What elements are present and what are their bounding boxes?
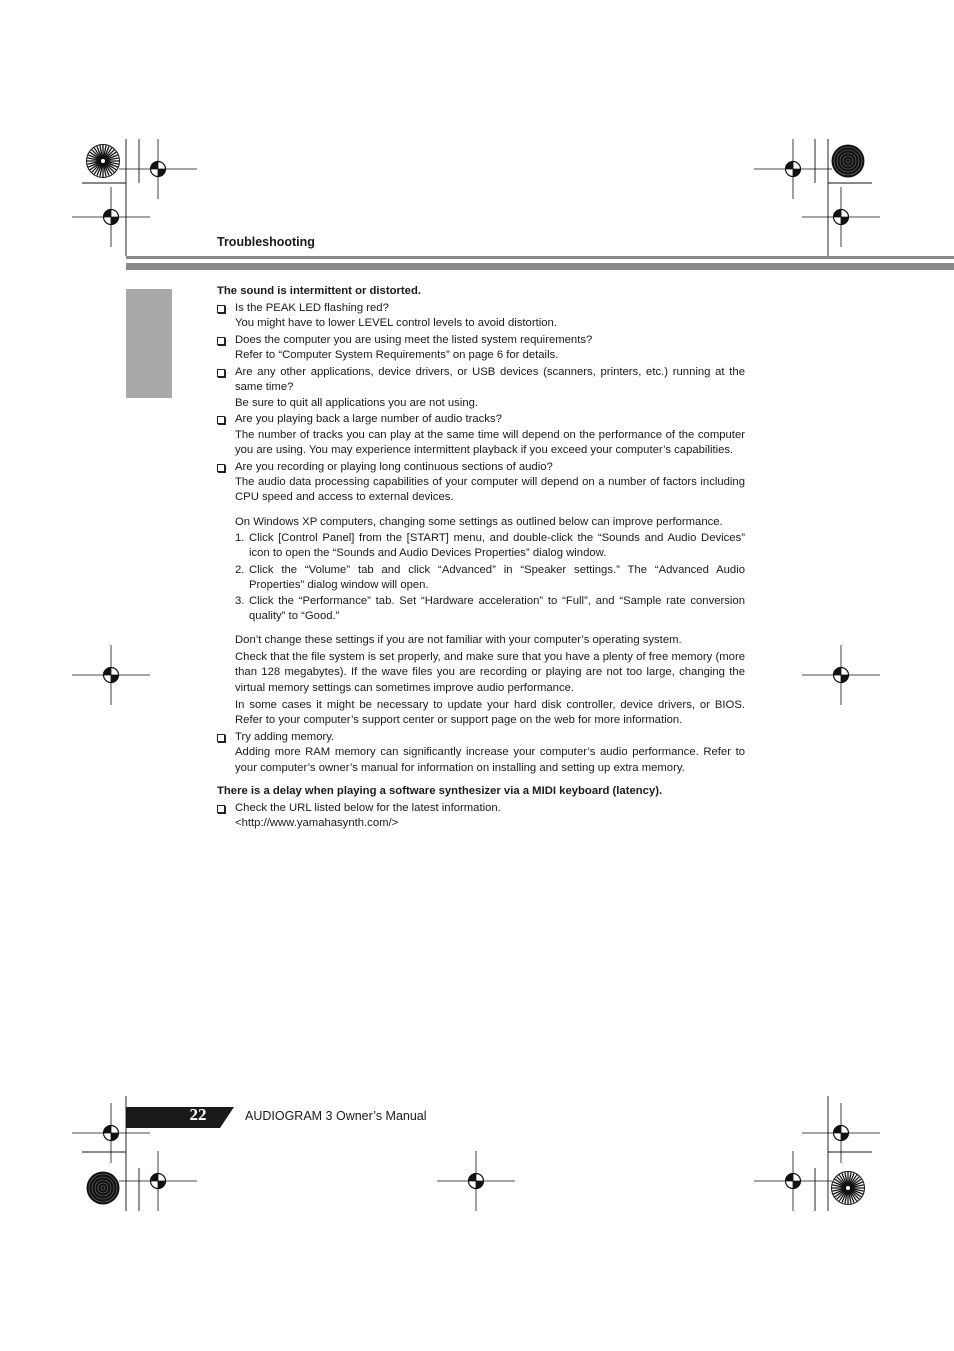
note: In some cases it might be necessary to update your hard disk controller, device drivers, or BIOS. Refer to your computer’s support center or support page on the web for more information. (235, 698, 745, 727)
question: Does the computer you are using meet the listed system requirements? (235, 333, 593, 346)
question: Check the URL listed below for the latest information. (235, 801, 501, 814)
answer: Be sure to quit all applications you are not using. (235, 396, 479, 409)
checklist-item (217, 412, 745, 458)
header-rule-thick (126, 263, 954, 270)
answer: The number of tracks you can play at the same time will depend on the performance of the computer you are using. You may experience intermittent playback if you exceed your computer’s capabilities. (235, 428, 745, 456)
step-number: 1. (235, 531, 245, 544)
spacer (217, 506, 745, 515)
spacer (217, 776, 745, 784)
checklist-item (217, 801, 745, 832)
winxp-intro: On Windows XP computers, changing some settings as outlined below can improve performance. (235, 515, 723, 528)
step-number: 3. (235, 595, 245, 608)
checkbox-bullet-icon (217, 464, 225, 472)
step-item (217, 563, 745, 594)
step-text: Click the “Performance” tab. Set “Hardware acceleration” to “Full”, and “Sample rate conversion quality” to “Good.” (249, 595, 745, 623)
chapter-tab (126, 289, 172, 398)
section-heading: There is a delay when playing a software synthesizer via a MIDI keyboard (latency). (217, 784, 663, 797)
page-number: 22 (189, 1105, 207, 1124)
question: Are you playing back a large number of audio tracks? (235, 413, 502, 426)
step-text: Click [Control Panel] from the [START] menu, and double-click the “Sounds and Audio Devices” icon to open the “Sounds and Audio Devices Properties” dialog window. (249, 531, 745, 560)
checkbox-bullet-icon (217, 369, 225, 377)
question: Try adding memory. (235, 731, 335, 744)
spacer (217, 625, 745, 633)
step-text: Click the “Volume” tab and click “Advanced” in “Speaker settings.” The “Advanced Audio Properties” dialog window will open. (249, 563, 745, 591)
page-number-bar (126, 1107, 234, 1128)
header-rule-thin (126, 256, 954, 259)
question: Are any other applications, device drivers, or USB devices (scanners, printers, etc.) running at the same time? (235, 365, 745, 394)
note: Don’t change these settings if you are not familiar with your computer’s operating system. (235, 633, 682, 646)
manual-title: AUDIOGRAM 3 Owner’s Manual (245, 1109, 427, 1123)
checklist-item (217, 333, 745, 364)
checklist-item (217, 730, 745, 776)
answer: Adding more RAM memory can significantly increase your computer’s audio performance. Refer to your computer’s owner’s manual for information on installing and setting up extra memory. (235, 746, 745, 774)
checkbox-bullet-icon (217, 337, 225, 345)
checkbox-bullet-icon (217, 734, 225, 742)
checklist-item (217, 301, 745, 332)
checkbox-bullet-icon (217, 305, 225, 313)
running-header-title: Troubleshooting (217, 235, 315, 249)
answer: The audio data processing capabilities of your computer will depend on a number of factors including CPU speed and access to external devices. (235, 476, 745, 504)
answer: <http://www.yamahasynth.com/> (235, 817, 399, 829)
section-heading: The sound is intermittent or distorted. (217, 285, 421, 297)
page-content (217, 284, 745, 831)
question: Are you recording or playing long continuous sections of audio? (235, 460, 553, 473)
note: Check that the file system is set properly, and make sure that you have a plenty of free memory (more than 128 megabytes). If the wave files you are recording or playing are not too large, changing the virtual memory settings can sometimes improve audio performance. (235, 651, 745, 694)
question: Is the PEAK LED flashing red? (235, 301, 389, 314)
answer: Refer to “Computer System Requirements” on page 6 for details. (235, 349, 559, 362)
step-number: 2. (235, 563, 245, 576)
checklist-item (217, 460, 745, 506)
step-item (217, 531, 745, 562)
answer: You might have to lower LEVEL control levels to avoid distortion. (235, 317, 557, 330)
checkbox-bullet-icon (217, 805, 225, 813)
checklist-item (217, 365, 745, 411)
checkbox-bullet-icon (217, 416, 225, 424)
step-item (217, 594, 745, 625)
